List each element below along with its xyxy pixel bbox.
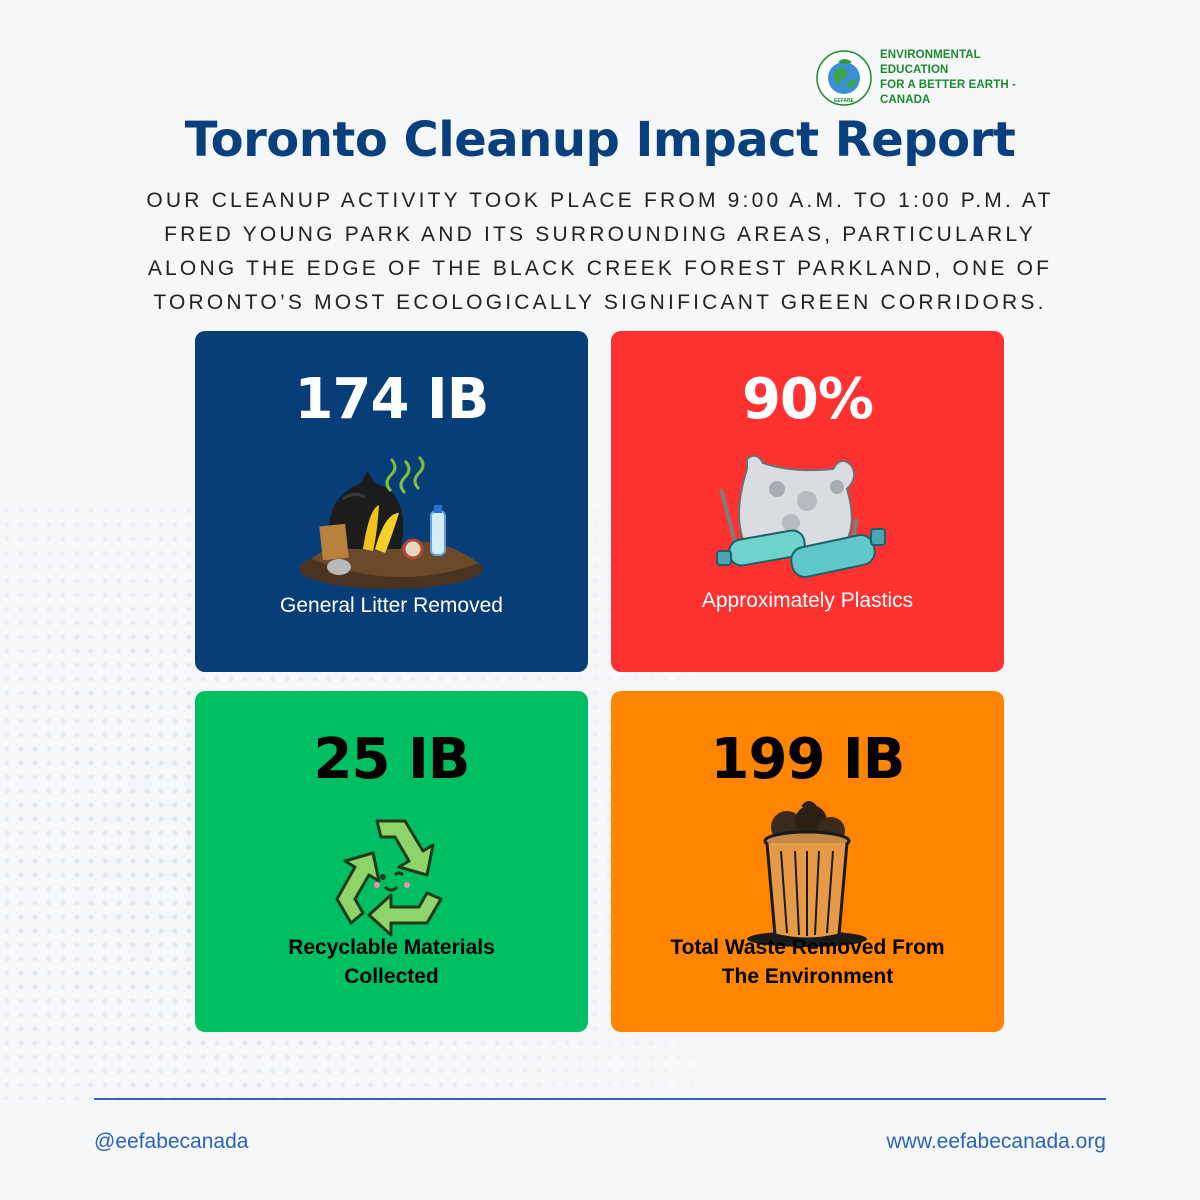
stat-card-plastics bbox=[611, 331, 1004, 672]
logo-line-1: ENVIRONMENTAL EDUCATION bbox=[880, 49, 981, 76]
stat-label: General Litter Removed bbox=[280, 594, 503, 617]
eefabe-logo bbox=[816, 48, 1046, 108]
stat-value: 174 IB bbox=[294, 367, 489, 432]
logo-line-2: FOR A BETTER EARTH - CANADA bbox=[880, 79, 1016, 106]
social-handle: @eefabecanada bbox=[94, 1130, 249, 1153]
page-title: Toronto Cleanup Impact Report bbox=[184, 112, 1016, 168]
earth-logo-icon bbox=[816, 50, 872, 106]
stat-card-general-litter bbox=[195, 331, 588, 672]
logo-badge-text: EEFABE bbox=[833, 98, 855, 104]
stat-label: Approximately Plastics bbox=[701, 589, 914, 612]
footer-divider bbox=[94, 1098, 1106, 1100]
stat-label-line: Total Waste Removed From bbox=[670, 936, 945, 959]
stat-value: 90% bbox=[741, 367, 874, 432]
stat-label bbox=[215, 933, 568, 991]
litter-pile-icon bbox=[291, 439, 491, 599]
description-line: ALONG THE EDGE OF THE BLACK CREEK FOREST PARKLAND, ONE OF bbox=[147, 257, 1053, 280]
plastic-waste-icon bbox=[707, 439, 907, 599]
website-link[interactable]: www.eefabecanada.org bbox=[886, 1130, 1106, 1153]
description-line: OUR CLEANUP ACTIVITY TOOK PLACE FROM 9:00 A.M. TO 1:00 P.M. AT bbox=[146, 189, 1054, 212]
report-description bbox=[100, 184, 1100, 320]
stat-value: 25 IB bbox=[313, 727, 470, 792]
stat-label-line: Recyclable Materials bbox=[288, 936, 495, 959]
description-line: FRED YOUNG PARK AND ITS SURROUNDING AREAS, PARTICULARLY bbox=[164, 223, 1036, 246]
logo-wordmark bbox=[880, 48, 1046, 108]
stat-label bbox=[631, 933, 984, 991]
stat-value: 199 IB bbox=[710, 727, 905, 792]
stat-label-line: Collected bbox=[344, 965, 439, 988]
stat-card-recyclable bbox=[195, 691, 588, 1032]
description-line: TORONTO’S MOST ECOLOGICALLY SIGNIFICANT GREEN CORRIDORS. bbox=[153, 291, 1047, 314]
stat-label-line: The Environment bbox=[721, 965, 894, 988]
stat-card-total-waste bbox=[611, 691, 1004, 1032]
